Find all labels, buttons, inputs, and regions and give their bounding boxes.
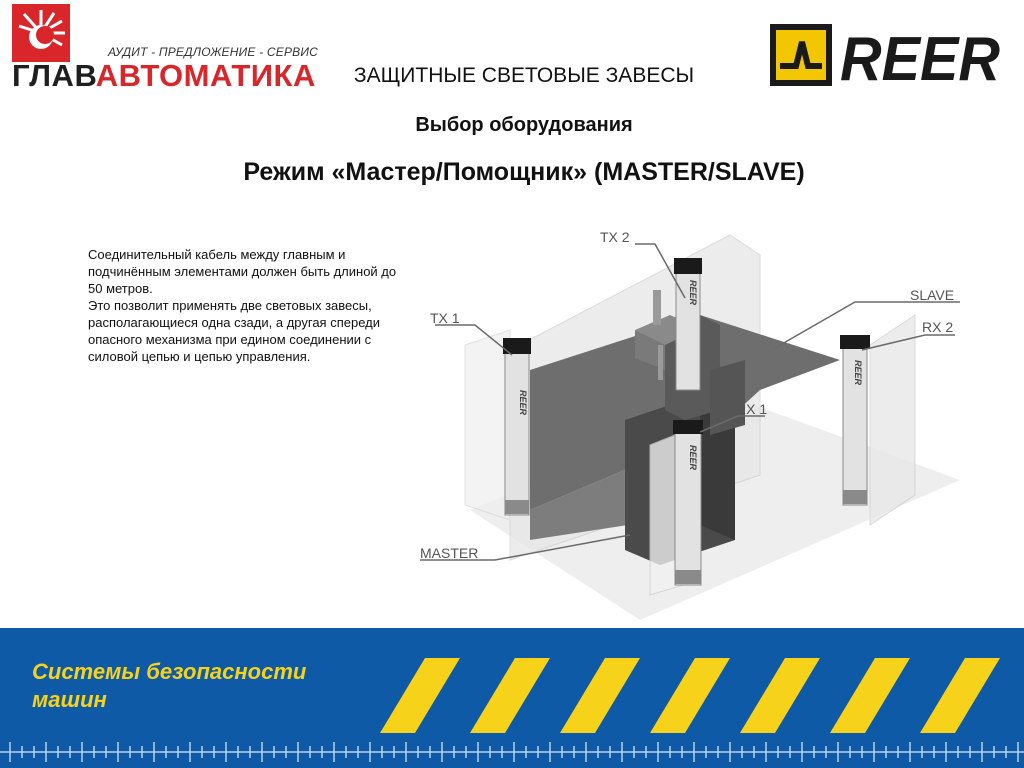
label-rx1: RX 1 <box>736 401 768 417</box>
page-heading: ЗАЩИТНЫЕ СВЕТОВЫЕ ЗАВЕСЫ <box>353 64 695 87</box>
footer-slogan-line-1: Системы безопасности <box>32 659 307 684</box>
brand-name-part2: АВТОМАТИКА <box>95 58 316 93</box>
description-paragraph-1: Соединительный кабель между главным и подчинённым элементами должен быть длиной до 50 метров. <box>88 247 397 296</box>
tx1-brand-text: REER <box>518 390 528 416</box>
page-mode-title: Режим «Мастер/Помощник» (MASTER/SLAVE) <box>243 158 805 186</box>
master-slave-diagram <box>400 220 1000 620</box>
description-text <box>88 246 398 365</box>
brand-logo-icon <box>12 4 70 62</box>
tx2-brand-text: REER <box>688 280 698 306</box>
page-subheading: Выбор оборудования <box>415 114 633 136</box>
footer-slogan <box>32 658 306 714</box>
reer-logo-text: REER <box>840 25 1001 90</box>
label-master: MASTER <box>420 545 479 561</box>
label-tx2: TX 2 <box>600 229 630 245</box>
brand-name-part1: ГЛАВ <box>12 58 96 93</box>
label-rx2: RX 2 <box>922 319 954 335</box>
label-slave: SLAVE <box>910 287 955 303</box>
brand-tagline: АУДИТ - ПРЕДЛОЖЕНИЕ - СЕРВИС <box>108 45 319 59</box>
rx1-column <box>673 420 703 585</box>
rx2-column <box>840 335 870 505</box>
footer-slogan-line-2: машин <box>32 687 107 712</box>
description-paragraph-2: Это позволит применять две световых завесы, располагающиеся одна сзади, а другая спереди опасного механизма при едином соединении с силовой цепью и цепью управления. <box>88 298 380 364</box>
footer-banner <box>0 628 1024 768</box>
rx1-brand-text: REER <box>688 445 698 471</box>
label-tx1: TX 1 <box>430 310 460 326</box>
rx2-brand-text: REER <box>853 360 863 386</box>
tx1-column <box>503 338 531 515</box>
tx2-column <box>674 258 702 390</box>
